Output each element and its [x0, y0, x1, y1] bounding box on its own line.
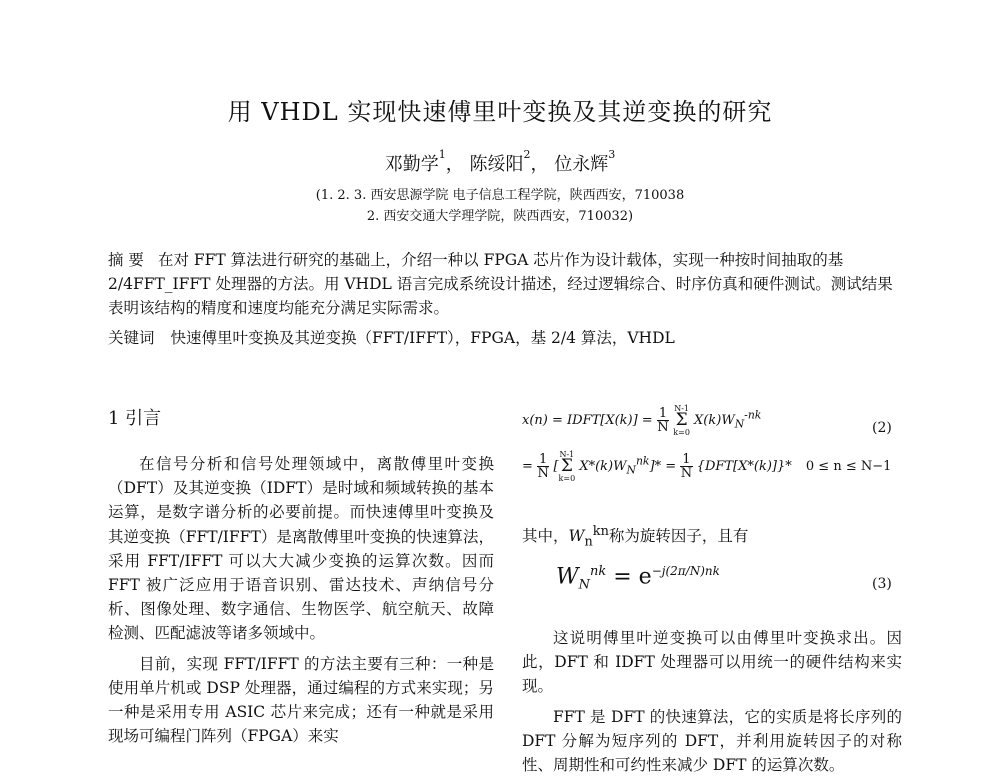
- body-text: 称为旋转因子，且有: [608, 527, 749, 546]
- author-affiliation-mark: 1: [438, 148, 446, 161]
- affiliation-line: 2. 西安交通大学理学院，陕西西安，710032): [366, 209, 634, 224]
- abstract: [108, 248, 898, 320]
- keywords: [108, 326, 898, 348]
- body-paragraph: FFT 是 DFT 的快速算法，它的实质是将长序列的 DFT 分解为短序列的 DFT，并利用旋转因子的对称性、周期性和可约性来减少 DFT 的运算次数。: [522, 707, 902, 775]
- fraction-denominator: N: [657, 420, 669, 435]
- fraction-numerator: 1: [658, 406, 668, 421]
- paper-title: 用 VHDL 实现快速傅里叶变换及其逆变换的研究: [227, 98, 773, 126]
- equation-subscript: N: [578, 577, 590, 593]
- equation-text: X*(k)W: [579, 459, 627, 474]
- fraction-numerator: 1: [682, 452, 691, 467]
- fraction-denominator: N: [680, 466, 693, 481]
- equation-text: [: [553, 459, 559, 474]
- equation-2-line-2: [522, 450, 902, 483]
- author-separator: ，: [530, 154, 549, 175]
- affiliation-line: (1. 2. 3. 西安思源学院 电子信息工程学院，陕西西安，710038: [315, 188, 685, 203]
- body-paragraph: 目前，实现 FFT/IFFT 的方法主要有三种：一种是使用单片机或 DSP 处理器，通过编程的方式来实现；另一种是采用专用 ASIC 芯片来完成；还有一种就是采用现场可编程门阵列（FPGA）来实: [108, 654, 494, 746]
- sigma-symbol: Σ: [675, 410, 688, 430]
- body-text: 其中，: [522, 527, 569, 546]
- author-name: 邓勤学: [384, 154, 439, 175]
- equation-text: x(n) = IDFT[X(k)] =: [522, 413, 653, 428]
- summation: [673, 404, 690, 437]
- abstract-text: 在对 FFT 算法进行研究的基础上，介绍一种以 FPGA 芯片作为设计载体，实现一种按时间抽取的基 2/4FFT_IFFT 处理器的方法。用 VHDL 语言完成系统设计描述，经过逻辑综合、时序仿真和硬件测试。测试结果表明该结构的精度和速度均能充分满足实际需求。: [108, 251, 893, 317]
- sum-upper-limit: N-1: [559, 450, 575, 459]
- twiddle-superscript: kn: [592, 524, 609, 539]
- equation-text: = e: [613, 564, 652, 590]
- right-column: [522, 626, 902, 783]
- fraction-denominator: N: [537, 466, 549, 481]
- author-separator: ，: [445, 154, 464, 175]
- keywords-label: 关键词: [108, 329, 155, 347]
- twiddle-subscript: n: [584, 534, 593, 550]
- keywords-text: 快速傅里叶变换及其逆变换（FFT/IFFT），FPGA，基 2/4 算法，VHDL: [170, 329, 675, 347]
- author-affiliation-mark: 3: [608, 148, 616, 161]
- twiddle-intro: [522, 524, 748, 549]
- fraction-numerator: 1: [539, 452, 548, 467]
- left-column: [108, 452, 494, 754]
- equation-number: (3): [872, 576, 892, 592]
- summation: [559, 450, 576, 483]
- body-paragraph: 在信号分析和信号处理领域中，离散傅里叶变换（DFT）及其逆变换（IDFT）是时域和频域转换的基本运算，是数字谱分析的必要前提。而快速傅里叶变换及其逆变换（FFT/IFFT）是离散傅里叶变换的快速算法，采用 FFT/IFFT 可以大大减少变换的运算次数。因而 FFT 被广泛应用于语音识别、雷达技术、声纳信号分析、图像处理、数字通信、生物医学、航空航天、故障检测、匹配滤波等诸多领域中。: [108, 455, 494, 643]
- equation-superscript: nk: [635, 454, 650, 468]
- equation-text: ]* =: [649, 459, 677, 474]
- equation-2-line-1: [522, 404, 902, 437]
- author-list: [0, 150, 1000, 176]
- equation-subscript: N: [626, 463, 636, 477]
- sigma-symbol: Σ: [560, 456, 573, 476]
- equation-subscript: N: [734, 417, 745, 431]
- equation-exponent: −j(2π/N)nk: [651, 564, 720, 578]
- author-affiliation-mark: 2: [523, 148, 531, 161]
- author-name: 陈绥阳: [469, 154, 524, 175]
- equation-3: [556, 564, 720, 593]
- body-paragraph: 这说明傅里叶逆变换可以由傅里叶变换求出。因此，DFT 和 IDFT 处理器可以用统一的硬件结构来实现。: [522, 629, 902, 696]
- equation-condition: 0 ≤ n ≤ N−1: [805, 459, 892, 474]
- sum-lower-limit: k=0: [673, 428, 690, 437]
- section-heading: 1 引言: [108, 408, 162, 429]
- fraction: [680, 453, 692, 480]
- equals-sign: =: [522, 459, 533, 474]
- author-name: 位永辉: [554, 154, 609, 175]
- fraction: [537, 453, 549, 480]
- sum-upper-limit: N-1: [674, 404, 689, 413]
- equation-superscript: -nk: [744, 408, 762, 422]
- abstract-label: 摘 要: [108, 251, 144, 269]
- equation-text: W: [556, 564, 579, 590]
- twiddle-symbol: W: [568, 527, 585, 546]
- sum-lower-limit: k=0: [558, 474, 576, 483]
- equation-number: (2): [872, 420, 892, 436]
- equation-text: X(k)W: [694, 413, 735, 428]
- equation-text: {DFT[X*(k)]}*: [696, 459, 792, 474]
- equation-superscript: nk: [590, 564, 607, 579]
- fraction: [657, 407, 669, 434]
